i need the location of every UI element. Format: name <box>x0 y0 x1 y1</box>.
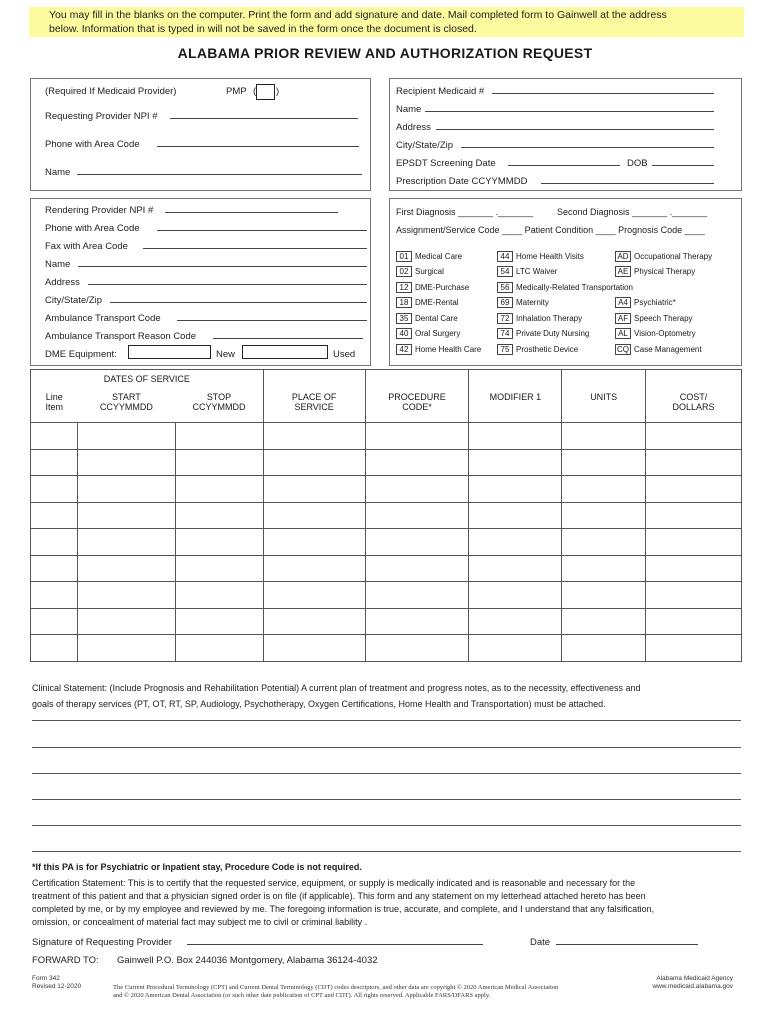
service-code-item[interactable] <box>615 266 695 277</box>
copyright-notice: The Current Procedural Terminology (CPT) and Current Dental Terminology (CDT) codes descriptors, and other data are copyright © 2020 American Medical Association and © 2020 American Dental Association (or such other date publication of CPT and CDT). All rights reserved. Applicable FARS/DFARS apply. <box>113 984 559 999</box>
modifier-header: MODIFIER 1 <box>469 370 562 423</box>
service-code-item[interactable] <box>497 328 589 339</box>
table-row[interactable] <box>31 529 742 556</box>
service-code: 54 <box>497 266 513 277</box>
recipient-address-field[interactable] <box>436 129 714 130</box>
table-row[interactable] <box>31 582 742 609</box>
certification-line-4: omission, or concealment of material fact may subject me to civil or criminal liability . <box>32 917 368 927</box>
service-code-item[interactable] <box>497 344 578 355</box>
table-header-row <box>31 370 742 391</box>
agency-info: Alabama Medicaid Agency www.medicaid.alabama.gov <box>652 975 733 990</box>
service-code: 56 <box>497 282 513 293</box>
epsdt-label: EPSDT Screening Date <box>396 158 496 169</box>
service-code-item[interactable] <box>615 251 712 262</box>
dme-used-label: Used <box>333 349 356 360</box>
banner-line-1: You may fill in the blanks on the computer. Print the form and add signature and date. Mail completed form to Gainwell at the address <box>49 9 667 21</box>
recipient-city-label: City/State/Zip <box>396 140 454 151</box>
forward-to-label: FORWARD TO: <box>32 955 99 966</box>
requesting-npi-field[interactable] <box>170 118 358 119</box>
dob-field[interactable] <box>652 165 714 166</box>
dme-new-label: New <box>216 349 236 360</box>
service-code: AD <box>615 251 631 262</box>
rendering-npi-label: Rendering Provider NPI # <box>45 205 154 216</box>
certification-statement <box>32 877 744 929</box>
table-row[interactable] <box>31 555 742 582</box>
cost-header: COST/ DOLLARS <box>646 370 742 423</box>
service-code-item[interactable] <box>497 266 557 277</box>
table-row[interactable] <box>31 449 742 476</box>
service-code-item[interactable] <box>396 282 469 293</box>
service-code-label: Inhalation Therapy <box>516 314 583 323</box>
service-code-label: Medical Care <box>415 252 463 261</box>
rendering-fax-label: Fax with Area Code <box>45 241 128 252</box>
medicaid-provider-note: (Required If Medicaid Provider) <box>45 86 177 97</box>
requesting-phone-field[interactable] <box>157 146 359 147</box>
clinical-notes-line[interactable] <box>32 851 741 852</box>
line-item-header: Line Item <box>31 390 78 422</box>
recipient-city-field[interactable] <box>461 147 714 148</box>
service-code: 40 <box>396 328 412 339</box>
rendering-npi-field[interactable] <box>165 212 338 213</box>
ambulance-reason-field[interactable] <box>213 338 363 339</box>
psych-note: *If this PA is for Psychiatric or Inpatient stay, Procedure Code is not required. <box>32 862 362 872</box>
service-code-item[interactable] <box>497 282 633 293</box>
service-code-item[interactable] <box>615 297 676 308</box>
service-code-label: Dental Care <box>415 314 458 323</box>
service-code: CQ <box>617 345 629 354</box>
form-title: ALABAMA PRIOR REVIEW AND AUTHORIZATION REQUEST <box>177 45 593 61</box>
service-code: 44 <box>497 251 513 262</box>
epsdt-field[interactable] <box>508 165 620 166</box>
instruction-banner <box>29 7 744 37</box>
recipient-medicaid-field[interactable] <box>492 93 714 94</box>
rendering-name-field[interactable] <box>78 266 367 267</box>
procedure-code-header: PROCEDURE CODE* <box>365 370 469 423</box>
service-code-item[interactable] <box>615 313 693 324</box>
prescription-date-label: Prescription Date CCYYMMDD <box>396 176 528 187</box>
dob-label: DOB <box>627 158 648 169</box>
recipient-name-field[interactable] <box>425 111 714 112</box>
rendering-fax-field[interactable] <box>143 248 367 249</box>
service-code: 18 <box>396 297 412 308</box>
units-header: UNITS <box>562 370 646 423</box>
service-code: 69 <box>497 297 513 308</box>
service-code-item[interactable] <box>396 344 481 355</box>
assignment-service-label: Assignment/Service Code ____ Patient Condition ____ Prognosis Code ____ <box>396 225 705 235</box>
date-field[interactable] <box>556 944 698 945</box>
service-code: 75 <box>497 344 513 355</box>
form-number: Form 342 Revised 12-2020 <box>32 975 82 990</box>
pmp-label: PMP <box>226 86 247 97</box>
recipient-medicaid-label: Recipient Medicaid # <box>396 86 485 97</box>
service-code-item[interactable] <box>396 266 444 277</box>
service-code-label: Prosthetic Device <box>516 345 579 354</box>
service-code-item[interactable] <box>396 328 460 339</box>
table-row[interactable] <box>31 635 742 662</box>
service-code-label: Vision-Optometry <box>634 329 696 338</box>
requesting-npi-label: Requesting Provider NPI # <box>45 111 158 122</box>
first-diagnosis-label: First Diagnosis _______ ._______ <box>396 207 534 217</box>
clinical-statement-line-2: goals of therapy services (PT, OT, RT, SP, Audiology, Psychotherapy, Oxygen Certifications, Home Health and Transportation) must be attached. <box>32 699 606 709</box>
requesting-name-field[interactable] <box>77 174 362 175</box>
ambulance-reason-label: Ambulance Transport Reason Code <box>45 331 197 342</box>
clinical-notes-line[interactable] <box>32 747 741 748</box>
ambulance-code-label: Ambulance Transport Code <box>45 313 161 324</box>
recipient-name-label: Name <box>396 104 422 115</box>
service-code: AF <box>615 313 631 324</box>
place-of-service-header: PLACE OF SERVICE <box>263 370 365 423</box>
service-code-label: Private Duty Nursing <box>516 329 590 338</box>
service-code-label: Oral Surgery <box>415 329 461 338</box>
service-code: A4 <box>615 297 631 308</box>
service-code: 74 <box>497 328 513 339</box>
dates-of-service-header: DATES OF SERVICE <box>31 370 264 391</box>
stop-date-header: STOP CCYYMMDD <box>175 390 263 422</box>
rendering-phone-field[interactable] <box>157 230 367 231</box>
clinical-statement <box>32 682 744 711</box>
signature-field[interactable] <box>187 944 483 945</box>
banner-line-2: below. Information that is typed in will not be saved in the form once the document is closed. <box>49 23 477 35</box>
recipient-address-label: Address <box>396 122 431 133</box>
requesting-phone-label: Phone with Area Code <box>45 139 140 150</box>
service-code-label: Physical Therapy <box>634 267 696 276</box>
service-code: 02 <box>396 266 412 277</box>
service-code-label: Case Management <box>634 345 702 354</box>
service-code-item[interactable] <box>396 313 458 324</box>
service-code-label: Occupational Therapy <box>634 252 713 261</box>
clinical-notes-line[interactable] <box>32 773 741 774</box>
dme-used-field[interactable] <box>242 345 328 359</box>
service-code-item[interactable] <box>497 251 584 262</box>
certification-line-2: treatment of this patient and that a physician signed order is on file (if applicable). This form and any statement on my letterhead attached hereto has been <box>32 891 646 901</box>
table-row[interactable] <box>31 423 742 450</box>
service-code-label: LTC Waiver <box>516 267 558 276</box>
table-row[interactable] <box>31 502 742 529</box>
ambulance-code-field[interactable] <box>177 320 367 321</box>
second-diagnosis-label: Second Diagnosis _______ ._______ <box>557 207 708 217</box>
service-code: 35 <box>396 313 412 324</box>
clinical-notes-line[interactable] <box>32 720 741 721</box>
pmp-checkbox[interactable] <box>256 84 275 100</box>
pmp-paren-open: ( <box>253 86 257 97</box>
service-code-label: Psychiatric* <box>634 298 676 307</box>
clinical-statement-line-1: Clinical Statement: (Include Prognosis and Rehabilitation Potential) A current plan of treatment and progress notes, as to the necessity, effectiveness and <box>32 683 641 693</box>
date-label: Date <box>530 937 551 948</box>
dme-equipment-label: DME Equipment: <box>45 349 117 360</box>
service-code-label: DME-Purchase <box>415 283 470 292</box>
service-code-item[interactable] <box>497 313 582 324</box>
service-code-label: Medically-Related Transportation <box>516 283 633 292</box>
service-code: 01 <box>396 251 412 262</box>
service-code-item[interactable] <box>615 328 696 339</box>
forward-to-address: Gainwell P.O. Box 244036 Montgomery, Alabama 36124-4032 <box>117 955 378 966</box>
rendering-address-label: Address <box>45 277 80 288</box>
service-code-item[interactable] <box>396 251 462 262</box>
service-code: AL <box>615 328 631 339</box>
rendering-phone-label: Phone with Area Code <box>45 223 140 234</box>
prescription-date-field[interactable] <box>541 183 714 184</box>
clinical-notes-line[interactable] <box>32 825 741 826</box>
service-code-item[interactable] <box>497 297 549 308</box>
service-code-label: Surgical <box>415 267 444 276</box>
requesting-name-label: Name <box>45 167 71 178</box>
dates-of-service-table <box>30 369 742 662</box>
service-code: 12 <box>396 282 412 293</box>
rendering-city-field[interactable] <box>110 302 367 303</box>
service-code: AE <box>615 266 631 277</box>
certification-line-1: Certification Statement: This is to certify that the requested service, equipment, or supply is medically indicated and is reasonable and necessary for the <box>32 878 636 888</box>
service-code-label: Maternity <box>516 298 549 307</box>
signature-label: Signature of Requesting Provider <box>32 937 172 948</box>
table-row[interactable] <box>31 476 742 503</box>
service-code-label: Speech Therapy <box>634 314 693 323</box>
service-code: 72 <box>497 313 513 324</box>
table-row[interactable] <box>31 608 742 635</box>
service-code-item[interactable] <box>615 344 702 355</box>
service-code-label: DME-Rental <box>415 298 459 307</box>
pmp-paren-close: ) <box>276 86 280 97</box>
service-code-item[interactable] <box>396 297 459 308</box>
certification-line-3: completed by me, or by my employee and reviewed by me. The foregoing information is true, accurate, and complete, and I understand that any falsification, <box>32 904 655 914</box>
start-date-header: START CCYYMMDD <box>77 390 175 422</box>
clinical-notes-line[interactable] <box>32 799 741 800</box>
rendering-address-field[interactable] <box>88 284 367 285</box>
service-code: 42 <box>396 344 412 355</box>
dme-new-field[interactable] <box>128 345 211 359</box>
rendering-name-label: Name <box>45 259 71 270</box>
service-code-label: Home Health Visits <box>516 252 584 261</box>
service-code-label: Home Health Care <box>415 345 482 354</box>
rendering-city-label: City/State/Zip <box>45 295 103 306</box>
